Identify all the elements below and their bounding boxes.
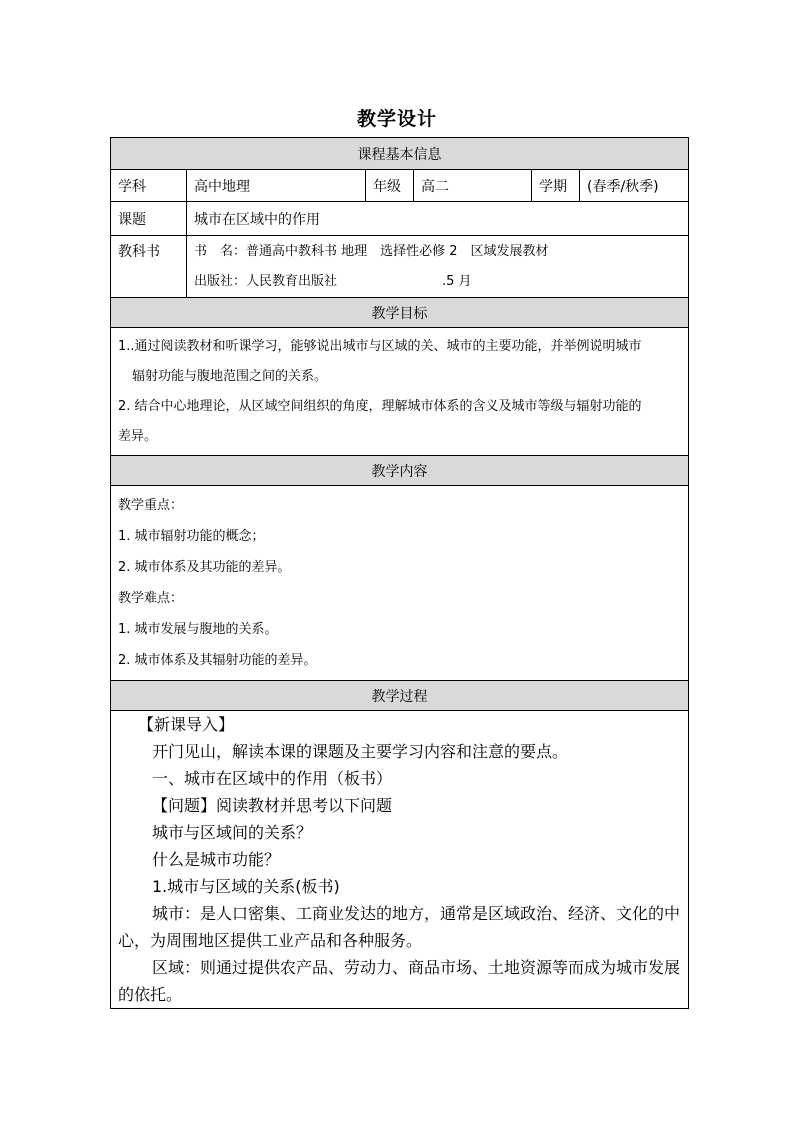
content-body [111,486,689,681]
difficulties-label: 教学难点： [118,591,184,606]
process-para-2: 一、城市在区域中的作用（板书） [152,769,393,788]
textbook-publisher [194,267,681,297]
grade-value: 高二 [414,170,532,202]
key-point-2: 2. 城市体系及其功能的差异。 [118,560,291,575]
key-point-1: 1. 城市辐射功能的概念； [118,529,265,544]
process-para-1: 开门见山，解读本课的课题及主要学习内容和注意的要点。 [152,742,569,761]
objectives-body [111,328,689,456]
section-header-content: 教学内容 [111,456,689,486]
publish-date: .5 月 [442,273,472,289]
section-header-basic-info: 课程基本信息 [111,138,689,170]
objective-2-line2: 差异。 [118,428,158,444]
lesson-plan-table [110,137,689,1009]
process-subheading: 1.城市与区域的关系(板书) [152,877,340,896]
section-header-objectives: 教学目标 [111,298,689,328]
difficulty-2: 2. 城市体系及其辐射功能的差异。 [118,653,317,668]
topic-label: 课题 [111,202,187,236]
publisher-text: 出版社：人民教育出版社 [194,273,338,289]
process-question-2: 什么是城市功能？ [152,850,281,869]
process-body [111,711,689,1009]
term-label: 学期 [532,170,580,202]
process-city-def-line1: 城市：是人口密集、工商业发达的地方，通常是区域政治、经济、文化的中 [152,904,681,923]
process-question-1: 城市与区域间的关系？ [152,823,313,842]
grade-label: 年级 [366,170,414,202]
document-title: 教学设计 [356,108,437,130]
textbook-label: 教科书 [111,236,187,298]
difficulty-1: 1. 城市发展与腹地的关系。 [118,622,278,637]
section-header-process: 教学过程 [111,681,689,711]
textbook-info [187,236,689,298]
term-value: (春季/秋季) [580,170,689,202]
topic-value: 城市在区域中的作用 [187,202,689,236]
new-lesson-intro: 【新课导入】 [138,715,235,734]
process-region-def-line1: 区域：则通过提供农产品、劳动力、商品市场、土地资源等而成为城市发展 [152,958,681,977]
objective-1-line2: 辐射功能与腹地范围之间的关系。 [132,368,328,384]
textbook-name: 书 名：普通高中教科书 地理 选择性必修 2 区域发展教材 [194,243,549,259]
subject-value: 高中地理 [187,170,366,202]
process-city-def-line2: 心，为周围地区提供工业产品和各种服务。 [118,931,423,950]
subject-label: 学科 [111,170,187,202]
process-region-def-line2: 的依托。 [118,985,183,1004]
key-points-label: 教学重点： [118,498,184,513]
objective-1-line1: 1..通过阅读教材和听课学习，能够说出城市与区域的关、城市的主要功能，并举例说明城市 [118,338,642,354]
objective-2-line1: 2. 结合中心地理论，从区域空间组织的角度，理解城市体系的含义及城市等级与辐射功能的 [118,398,642,414]
process-question: 【问题】阅读教材并思考以下问题 [152,796,393,815]
